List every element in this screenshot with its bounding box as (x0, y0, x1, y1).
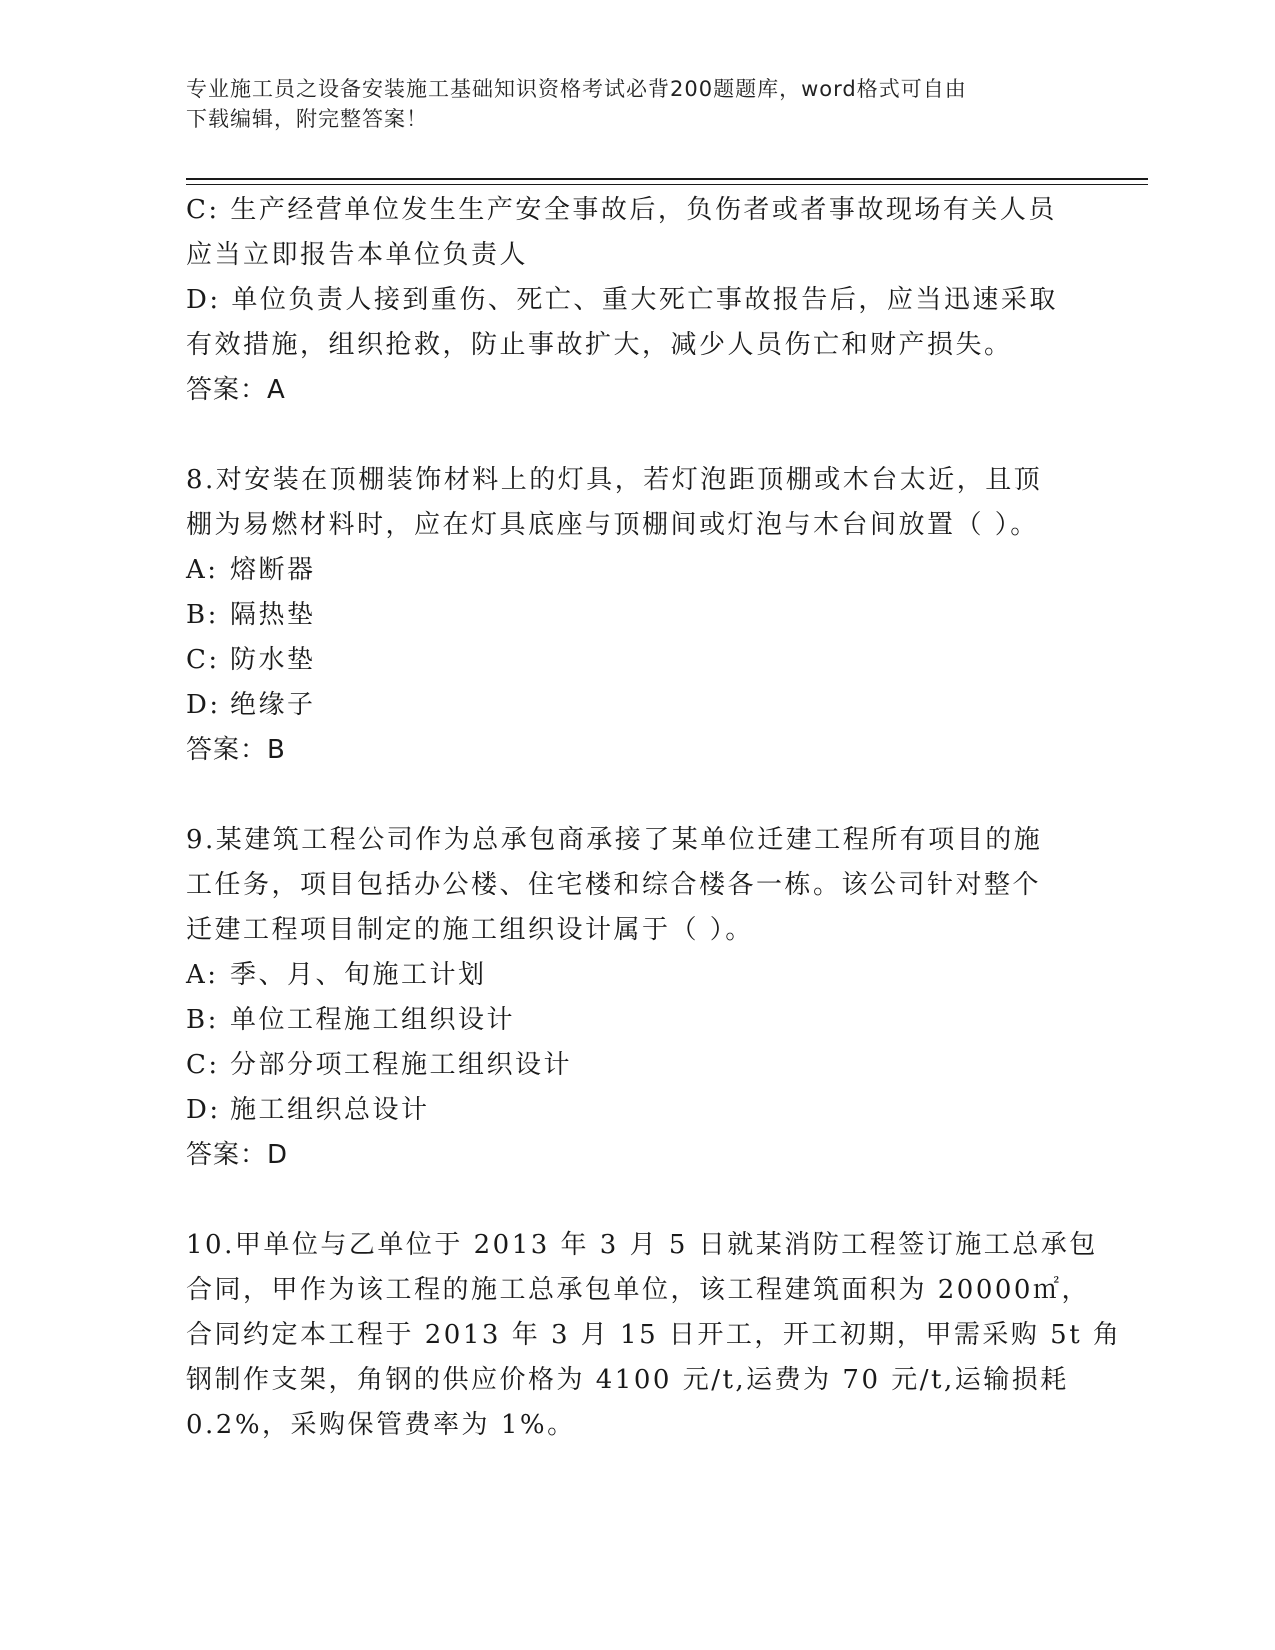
question-8 (186, 458, 1066, 773)
q9-option-b: B: 单位工程施工组织设计 (186, 1005, 516, 1035)
q8-option-b: B: 隔热垫 (186, 600, 316, 630)
q7-option-d-line-1: D: 单位负责人接到重伤、死亡、重大死亡事故报告后，应当迅速采取 (186, 285, 1058, 315)
q9-answer: 答案：D (186, 1140, 289, 1170)
header-line-1: 专业施工员之设备安装施工基础知识资格考试必背200题题库，word格式可自由 (186, 77, 967, 101)
q10-stem-line-4: 钢制作支架，角钢的供应价格为 4100 元/t,运费为 70 元/t,运输损耗 (186, 1365, 1069, 1395)
spacer (186, 413, 1066, 458)
q9-stem-line-3: 迁建工程项目制定的施工组织设计属于（ ）。 (186, 915, 754, 945)
document-body (186, 188, 1122, 1448)
q8-option-d: D: 绝缘子 (186, 690, 316, 720)
q10-stem-line-5: 0.2%，采购保管费率为 1%。 (186, 1410, 576, 1440)
spacer (186, 1178, 1066, 1223)
header-line-2: 下载编辑，附完整答案！ (186, 107, 428, 131)
header-divider-thick (186, 178, 1148, 180)
q7-option-d-line-2: 有效措施，组织抢救，防止事故扩大，减少人员伤亡和财产损失。 (186, 330, 1013, 360)
q9-stem-line-1: 9.某建筑工程公司作为总承包商承接了某单位迁建工程所有项目的施 (186, 825, 1043, 855)
q9-option-c: C: 分部分项工程施工组织设计 (186, 1050, 573, 1080)
q10-stem-line-2: 合同，甲作为该工程的施工总承包单位，该工程建筑面积为 20000㎡， (186, 1275, 1090, 1305)
header-divider-thin (186, 184, 1148, 185)
question-9 (186, 818, 1066, 1178)
q8-stem-line-1: 8.对安装在顶棚装饰材料上的灯具，若灯泡距顶棚或木台太近，且顶 (186, 465, 1043, 495)
q10-stem-line-3: 合同约定本工程于 2013 年 3 月 15 日开工，开工初期，甲需采购 5t 角 (186, 1320, 1122, 1350)
q8-answer: 答案：B (186, 735, 286, 765)
q8-stem-line-2: 棚为易燃材料时，应在灯具底座与顶棚间或灯泡与木台间放置（ ）。 (186, 510, 1039, 540)
q7-option-c-line-2: 应当立即报告本单位负责人 (186, 240, 529, 270)
q9-option-a: A: 季、月、旬施工计划 (186, 960, 487, 990)
q7-answer: 答案：A (186, 375, 286, 405)
spacer (186, 773, 1066, 818)
question-10 (186, 1223, 1122, 1448)
q8-option-a: A: 熔断器 (186, 555, 316, 585)
question-7-tail (186, 188, 1066, 413)
page-header (186, 74, 1066, 134)
q9-stem-line-2: 工任务，项目包括办公楼、住宅楼和综合楼各一栋。该公司针对整个 (186, 870, 1042, 900)
q7-option-c-line-1: C: 生产经营单位发生生产安全事故后，负伤者或者事故现场有关人员 (186, 195, 1057, 225)
q8-option-c: C: 防水垫 (186, 645, 316, 675)
q10-stem-line-1: 10.甲单位与乙单位于 2013 年 3 月 5 日就某消防工程签订施工总承包 (186, 1230, 1098, 1260)
q9-option-d: D: 施工组织总设计 (186, 1095, 430, 1125)
